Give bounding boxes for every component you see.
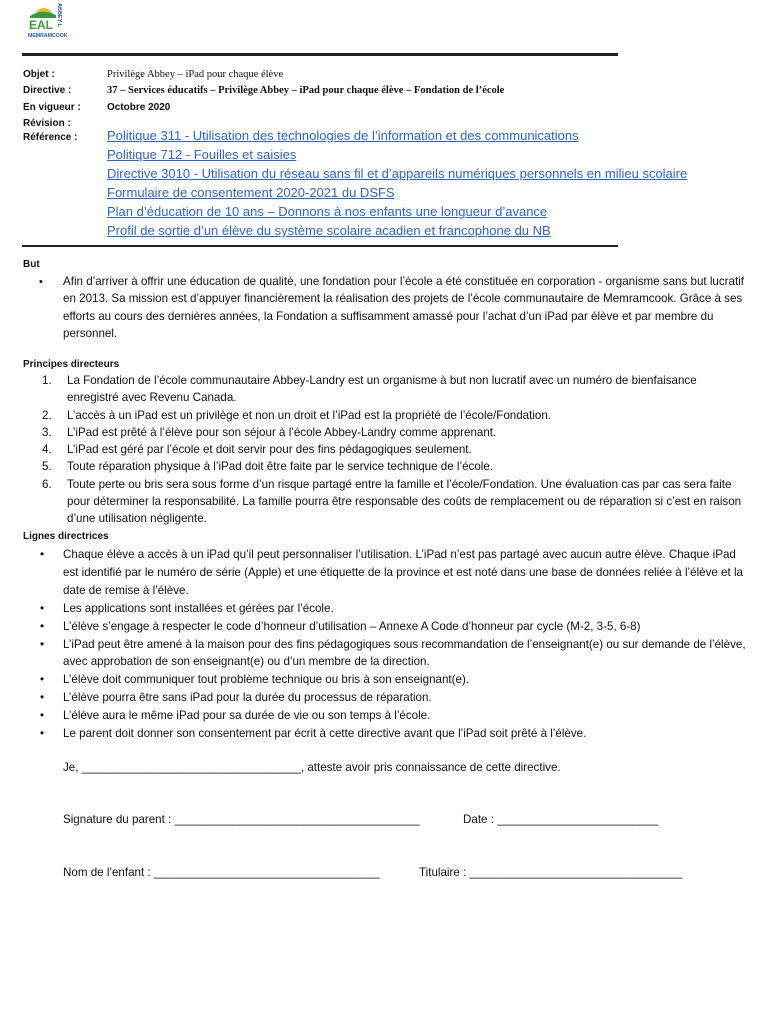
attest-line[interactable]: Je, __________________________________, atteste avoir pris connaissance de cette directive. [63,761,561,774]
bullet-icon: • [40,637,45,651]
list-item: 6. Toute perte ou bris sera sous forme d’un risque partagé entre la famille et l’école/Fondation. Une évaluation cas par cas sera faite pour déterminer la responsabilité. La famille pourra être responsable des coûts de remplacement ou de réparation si c’est en raison d’une utilisation négligente. [42,477,742,526]
list-item: • L’élève doit communiquer tout problème technique ou bris à son enseignant(e). [23,671,753,689]
reference-link[interactable]: Plan d’éducation de 10 ans – Donnons à nos enfants une longueur d’avance [107,204,548,219]
parent-signature-field[interactable]: Signature du parent : ______________________________________ [63,813,420,826]
directive-label: Directive : [23,85,72,97]
logo-side-text: ABBEY-L [56,3,62,28]
list-item: • Chaque élève a accès à un iPad qu’il peut personnaliser l’utilisation. L’iPad n’est pas partagé avec aucun autre élève. Chaque iPad est identifié par le numéro de série (Apple) et une étiquette de la province et est noté dans une base de données reliée à l’élève et la date de remise à l’élève. [40,548,743,597]
lignes-list [23,546,753,743]
date-field[interactable]: Date : _________________________ [463,813,659,826]
directive-value: 37 – Services éducatifs – Privilège Abbey – iPad pour chaque élève – Fondation de l’école [107,85,505,97]
vigueur-label: En vigueur : [23,101,81,113]
bullet-icon: • [40,709,45,723]
bullet-icon: • [40,727,45,741]
bullet-icon: • [40,691,45,705]
logo-sub-text: MEMRAMCOOK [28,33,68,39]
principes-title: Principes directeurs [23,359,120,370]
references-divider [22,245,618,247]
reference-link[interactable]: Formulaire de consentement 2020-2021 du DSFS [107,185,395,200]
references-section [23,128,687,242]
list-item: 1. La Fondation de l’école communautaire Abbey-Landry est un organisme à but non lucratif avec un numéro de bienfaisance enregistré avec Revenu Canada. [42,374,697,405]
list-item: 5. Toute réparation physique à l’iPad doit être faite par le service technique de l’école. [42,460,494,474]
list-item: • L’élève s’engage à respecter le code d’honneur d’utilisation – Annexe A Code d’honneur par cycle (M-2, 3-5, 6-8) [23,618,753,636]
reference-link[interactable]: Directive 3010 - Utilisation du réseau sans fil et d’appareils numériques personnels en milieu scolaire [107,166,688,181]
bullet-icon: • [40,619,45,633]
list-item: • L’élève aura le même iPad pour sa durée de vie ou son temps à l’école. [23,707,753,725]
revision-label: Révision : [23,118,71,130]
objet-label: Objet : [23,68,55,80]
document-header [23,66,504,132]
list-item: 2. L’accès à un iPad est un privilège et non un droit et l’iPad est la propriété de l’école/Fondation. [42,408,552,422]
bullet-icon: • [39,276,43,288]
reference-links [107,128,687,242]
header-divider [22,53,618,56]
reference-label: Référence : [23,132,78,143]
but-title: But [23,259,40,270]
objet-value: Privilège Abbey – iPad pour chaque élève [107,68,284,80]
school-logo [28,2,68,40]
list-item: • L’iPad peut être amené à la maison pour des fins pédagogiques sous recommandation de l’enseignant(e) ou sur demande de l’élève, avec approbation de son enseignant(e) ou d’un membre de la direction. [40,637,746,669]
list-item: • Les applications sont installées et gérées par l’école. [23,600,753,618]
bullet-icon: • [40,673,45,687]
bullet-icon: • [40,601,45,615]
logo-text: EAL [29,18,53,32]
list-item: • Le parent doit donner son consentement par écrit à cette directive avant que l’iPad soit prêté à l’élève. [23,725,753,743]
reference-link[interactable]: Profil de sortie d’un élève du système scolaire acadien et francophone du NB [107,223,551,238]
bullet-icon: • [40,548,45,561]
principes-list [23,372,748,528]
child-name-field[interactable]: Nom de l’enfant : ___________________________________ [63,866,380,879]
reference-link[interactable]: Politique 712 - Fouilles et saisies [107,147,297,162]
vigueur-value: Octobre 2020 [107,101,171,113]
lignes-title: Lignes directrices [23,531,109,542]
list-item: 3. L’iPad est prêté à l’élève pour son séjour à l’école Abbey-Landry comme apprenant. [42,425,497,439]
reference-link[interactable]: Politique 311 - Utilisation des technologies de l’information et des communications [107,128,579,143]
list-item: 4. L’iPad est géré par l’école et doit servir pour des fins pédagogiques seulement. [42,443,472,457]
titulaire-field[interactable]: Titulaire : _________________________________ [419,866,683,879]
but-paragraph: Afin d’arriver à offrir une éducation de qualité, une fondation pour l’école a été constituée en corporation - organisme sans but lucratif en 2013. Sa mission est d’appuyer financièrement la réalisation des projets de l’école communautaire de Memramcook. Grâce à ses efforts au cours des dernières années, la Fondation a suffisamment amassé pour l’achat d’un iPad par élève et par membre du personnel. [63,275,745,340]
list-item: • L’élève pourra être sans iPad pour la durée du processus de réparation. [23,689,753,707]
